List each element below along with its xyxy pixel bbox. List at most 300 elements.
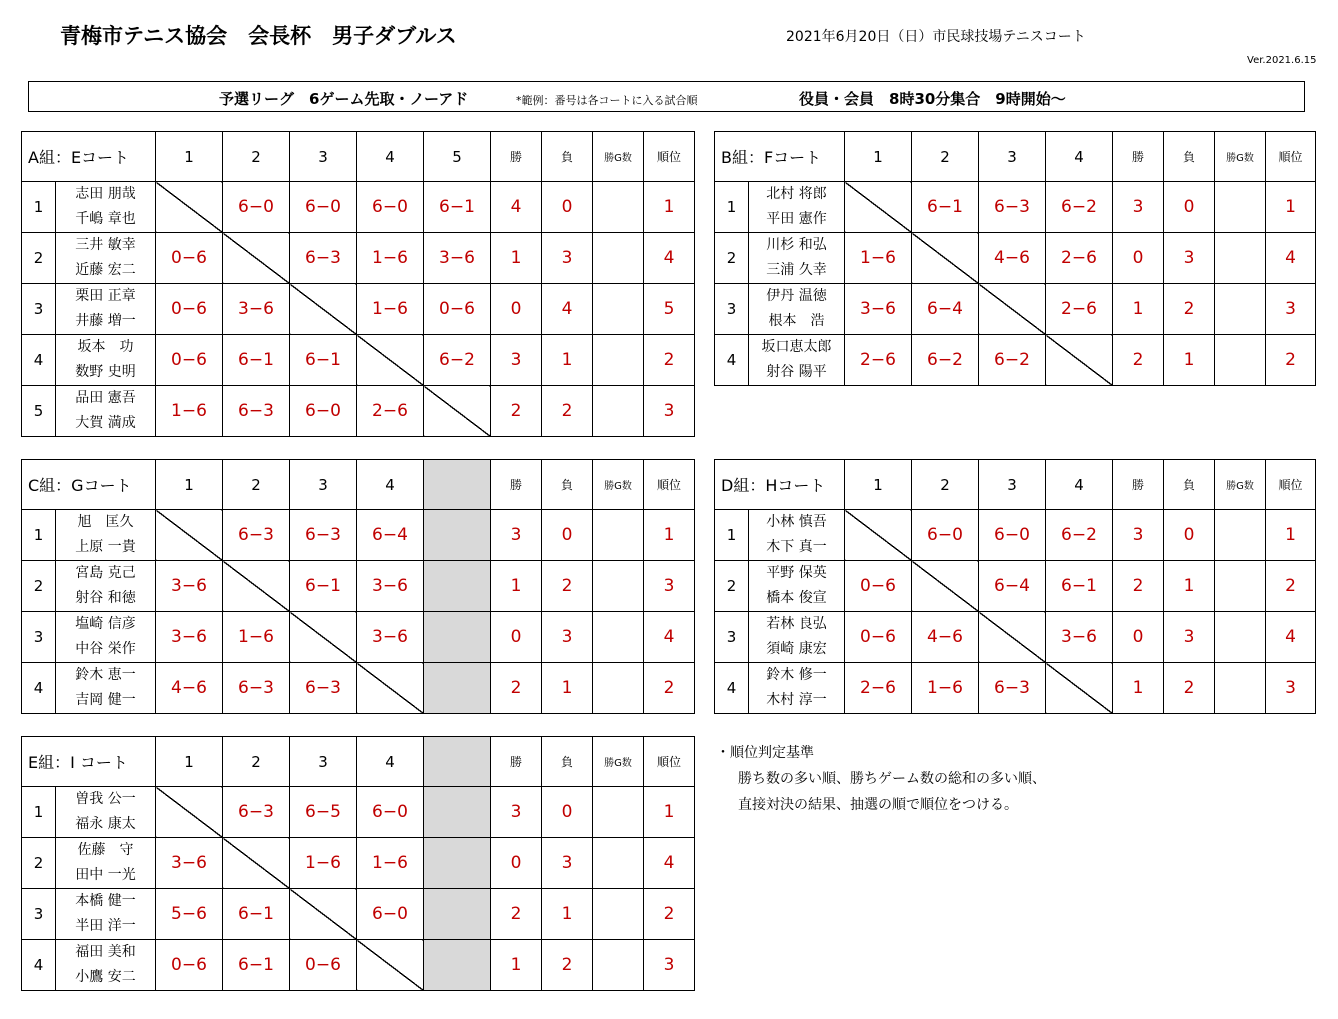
wins: 1 xyxy=(491,561,542,612)
wins: 4 xyxy=(491,182,542,233)
player-2: 田中 一光 xyxy=(75,867,136,883)
match-score: 6−4 xyxy=(912,284,979,335)
match-score: 6−2 xyxy=(1046,510,1113,561)
rank: 4 xyxy=(644,838,695,889)
games-won xyxy=(1215,561,1266,612)
unused-column xyxy=(424,561,491,612)
pair-names xyxy=(56,386,156,437)
wins: 3 xyxy=(491,335,542,386)
self-match-cell xyxy=(290,284,357,335)
wins: 3 xyxy=(1113,510,1164,561)
losses: 0 xyxy=(1164,510,1215,561)
pair-names xyxy=(749,284,845,335)
pair-names xyxy=(56,510,156,561)
games-won xyxy=(1215,663,1266,714)
pair-number: 4 xyxy=(715,335,749,386)
player-2: 根本 浩 xyxy=(768,313,825,329)
self-match-cell xyxy=(290,612,357,663)
match-score: 1−6 xyxy=(357,838,424,889)
self-match-cell xyxy=(1046,335,1113,386)
pair-number: 1 xyxy=(715,182,749,233)
meeting-time: 役員・会員 8時30分集合 9時開始～ xyxy=(799,90,1066,108)
opponent-number: 2 xyxy=(912,132,979,182)
rank: 4 xyxy=(1266,612,1316,663)
pair-number: 2 xyxy=(715,233,749,284)
losses: 3 xyxy=(542,233,593,284)
player-1: 坂口恵太郎 xyxy=(761,339,832,355)
match-score: 0−6 xyxy=(424,284,491,335)
match-score: 1−6 xyxy=(357,284,424,335)
pair-names xyxy=(749,510,845,561)
opponent-number: 1 xyxy=(156,460,223,510)
table-row xyxy=(22,182,695,233)
unused-column xyxy=(424,663,491,714)
opponent-number: 3 xyxy=(290,132,357,182)
unused-column xyxy=(424,889,491,940)
rank: 4 xyxy=(1266,233,1316,284)
player-2: 井藤 増一 xyxy=(75,313,136,329)
opponent-number: 1 xyxy=(845,460,912,510)
match-score: 6−1 xyxy=(223,335,290,386)
match-score: 5−6 xyxy=(156,889,223,940)
pair-number: 4 xyxy=(22,335,56,386)
match-score: 6−4 xyxy=(357,510,424,561)
player-2: 近藤 宏二 xyxy=(75,262,136,278)
match-score: 6−2 xyxy=(912,335,979,386)
rank: 5 xyxy=(644,284,695,335)
match-score: 6−3 xyxy=(290,510,357,561)
pair-names xyxy=(749,663,845,714)
games-won xyxy=(593,561,644,612)
match-score: 6−1 xyxy=(424,182,491,233)
table-row xyxy=(715,612,1316,663)
rank: 1 xyxy=(1266,182,1316,233)
rank-header: 順位 xyxy=(644,737,695,787)
rank: 3 xyxy=(644,561,695,612)
unused-column xyxy=(424,737,491,787)
rank: 3 xyxy=(1266,663,1316,714)
player-2: 須崎 康宏 xyxy=(766,641,827,657)
opponent-number: 5 xyxy=(424,132,491,182)
games-won xyxy=(593,838,644,889)
match-score: 4−6 xyxy=(912,612,979,663)
games-won xyxy=(593,787,644,838)
self-match-cell xyxy=(223,838,290,889)
pair-names xyxy=(56,940,156,991)
self-match-cell xyxy=(1046,663,1113,714)
table-row xyxy=(22,335,695,386)
player-2: 三浦 久幸 xyxy=(766,262,827,278)
group-e-table xyxy=(21,736,695,991)
match-score: 0−6 xyxy=(156,284,223,335)
self-match-cell xyxy=(845,182,912,233)
losses: 1 xyxy=(542,663,593,714)
wins: 3 xyxy=(1113,182,1164,233)
games-won xyxy=(1215,182,1266,233)
group-c-table xyxy=(21,459,695,714)
pair-number: 1 xyxy=(22,182,56,233)
criteria-line-2: 直接対決の結果、抽選の順で順位をつける。 xyxy=(738,797,1018,813)
page-title: 青梅市テニス協会 会長杯 男子ダブルス xyxy=(60,24,457,48)
loss-header: 負 xyxy=(542,460,593,510)
losses: 3 xyxy=(542,612,593,663)
unused-column xyxy=(424,787,491,838)
match-score: 6−3 xyxy=(223,386,290,437)
rank-header: 順位 xyxy=(644,460,695,510)
legend-note: *範例：番号は各コートに入る試合順 xyxy=(516,94,698,107)
match-score: 6−2 xyxy=(1046,182,1113,233)
table-row xyxy=(22,612,695,663)
unused-column xyxy=(424,612,491,663)
player-1: 栗田 正章 xyxy=(75,288,136,304)
table-row xyxy=(22,510,695,561)
wins: 0 xyxy=(491,838,542,889)
pair-number: 3 xyxy=(715,284,749,335)
pair-number: 3 xyxy=(22,889,56,940)
player-1: 鈴木 修一 xyxy=(766,667,827,683)
rank: 3 xyxy=(644,386,695,437)
self-match-cell xyxy=(223,233,290,284)
rank: 1 xyxy=(644,787,695,838)
rank: 2 xyxy=(1266,335,1316,386)
player-1: 佐藤 守 xyxy=(77,842,134,858)
match-score: 1−6 xyxy=(845,233,912,284)
games-won xyxy=(1215,335,1266,386)
games-won xyxy=(593,284,644,335)
match-score: 1−6 xyxy=(912,663,979,714)
match-score: 6−4 xyxy=(979,561,1046,612)
win-header: 勝 xyxy=(1113,460,1164,510)
pair-names xyxy=(749,335,845,386)
loss-header: 負 xyxy=(542,132,593,182)
losses: 3 xyxy=(1164,233,1215,284)
table-row xyxy=(22,233,695,284)
losses: 1 xyxy=(542,335,593,386)
pair-number: 3 xyxy=(22,612,56,663)
pair-names xyxy=(56,889,156,940)
pair-names xyxy=(56,182,156,233)
player-2: 福永 康太 xyxy=(75,816,136,832)
player-2: 射谷 和徳 xyxy=(75,590,136,606)
match-score: 6−1 xyxy=(912,182,979,233)
opponent-number: 4 xyxy=(357,132,424,182)
losses: 2 xyxy=(542,386,593,437)
pair-number: 5 xyxy=(22,386,56,437)
match-score: 4−6 xyxy=(156,663,223,714)
losses: 0 xyxy=(542,182,593,233)
pair-names xyxy=(56,787,156,838)
rank: 3 xyxy=(644,940,695,991)
self-match-cell xyxy=(912,233,979,284)
match-score: 6−0 xyxy=(357,889,424,940)
opponent-number: 2 xyxy=(912,460,979,510)
match-score: 6−3 xyxy=(223,663,290,714)
match-score: 2−6 xyxy=(1046,284,1113,335)
match-score: 6−1 xyxy=(223,889,290,940)
player-2: 上原 一貴 xyxy=(75,539,136,555)
wins: 0 xyxy=(1113,612,1164,663)
match-score: 6−3 xyxy=(223,510,290,561)
self-match-cell xyxy=(912,561,979,612)
match-score: 6−2 xyxy=(424,335,491,386)
wins: 0 xyxy=(1113,233,1164,284)
games-won xyxy=(593,940,644,991)
losses: 1 xyxy=(1164,335,1215,386)
table-row xyxy=(22,663,695,714)
table-row xyxy=(22,787,695,838)
table-row xyxy=(715,182,1316,233)
opponent-number: 2 xyxy=(223,460,290,510)
opponent-number: 4 xyxy=(1046,460,1113,510)
loss-header: 負 xyxy=(1164,460,1215,510)
match-score: 6−3 xyxy=(979,182,1046,233)
opponent-number: 1 xyxy=(156,737,223,787)
info-bar xyxy=(28,81,1305,112)
losses: 0 xyxy=(542,510,593,561)
wins: 0 xyxy=(491,612,542,663)
wins: 1 xyxy=(491,940,542,991)
table-row xyxy=(22,838,695,889)
group-name: E組：I コート xyxy=(22,737,156,787)
player-1: 川杉 和弘 xyxy=(766,237,827,253)
player-1: 三井 敏幸 xyxy=(75,237,136,253)
opponent-number: 2 xyxy=(223,737,290,787)
table-row xyxy=(715,663,1316,714)
wins: 1 xyxy=(1113,284,1164,335)
version-label: Ver.2021.6.15 xyxy=(1247,55,1317,66)
table-row xyxy=(22,561,695,612)
pair-number: 4 xyxy=(22,663,56,714)
games-won-header: 勝G数 xyxy=(593,132,644,182)
pair-number: 2 xyxy=(22,561,56,612)
self-match-cell xyxy=(357,940,424,991)
player-1: 平野 保英 xyxy=(766,565,827,581)
player-1: 志田 朋哉 xyxy=(75,186,136,202)
match-score: 6−0 xyxy=(223,182,290,233)
self-match-cell xyxy=(223,561,290,612)
losses: 3 xyxy=(542,838,593,889)
games-won-header: 勝G数 xyxy=(1215,132,1266,182)
losses: 0 xyxy=(1164,182,1215,233)
match-score: 6−3 xyxy=(290,233,357,284)
games-won xyxy=(1215,233,1266,284)
player-2: 千嶋 章也 xyxy=(75,211,136,227)
player-2: 木村 淳一 xyxy=(766,692,827,708)
rank: 2 xyxy=(644,663,695,714)
player-2: 吉岡 健一 xyxy=(75,692,136,708)
group-name: D組：Hコート xyxy=(715,460,845,510)
win-header: 勝 xyxy=(491,737,542,787)
match-score: 1−6 xyxy=(290,838,357,889)
match-score: 6−3 xyxy=(979,663,1046,714)
table-row xyxy=(22,889,695,940)
self-match-cell xyxy=(357,335,424,386)
pair-names xyxy=(56,838,156,889)
match-score: 6−0 xyxy=(290,386,357,437)
player-1: 坂本 功 xyxy=(77,339,134,355)
unused-column xyxy=(424,510,491,561)
wins: 3 xyxy=(491,510,542,561)
rank: 1 xyxy=(644,510,695,561)
player-1: 塩崎 信彦 xyxy=(75,616,136,632)
games-won-header: 勝G数 xyxy=(593,737,644,787)
match-score: 2−6 xyxy=(1046,233,1113,284)
wins: 2 xyxy=(491,386,542,437)
wins: 0 xyxy=(491,284,542,335)
losses: 2 xyxy=(542,561,593,612)
group-name: A組：Eコート xyxy=(22,132,156,182)
match-score: 0−6 xyxy=(845,561,912,612)
pair-names xyxy=(56,233,156,284)
rank: 3 xyxy=(1266,284,1316,335)
table-row xyxy=(715,561,1316,612)
pair-number: 2 xyxy=(22,838,56,889)
unused-column xyxy=(424,940,491,991)
self-match-cell xyxy=(979,284,1046,335)
games-won-header: 勝G数 xyxy=(1215,460,1266,510)
losses: 2 xyxy=(1164,663,1215,714)
match-score: 6−3 xyxy=(290,663,357,714)
win-header: 勝 xyxy=(491,460,542,510)
player-2: 平田 憲作 xyxy=(766,211,827,227)
match-score: 2−6 xyxy=(845,335,912,386)
opponent-number: 4 xyxy=(357,460,424,510)
match-score: 0−6 xyxy=(156,335,223,386)
match-score: 4−6 xyxy=(979,233,1046,284)
pair-number: 2 xyxy=(22,233,56,284)
player-1: 曽我 公一 xyxy=(75,791,136,807)
unused-column xyxy=(424,460,491,510)
player-2: 数野 史明 xyxy=(75,364,136,380)
venue-date: 2021年6月20日（日）市民球技場テニスコート xyxy=(786,29,1086,45)
opponent-number: 3 xyxy=(979,460,1046,510)
opponent-number: 3 xyxy=(979,132,1046,182)
games-won-header: 勝G数 xyxy=(593,460,644,510)
games-won xyxy=(593,386,644,437)
wins: 1 xyxy=(491,233,542,284)
games-won xyxy=(593,612,644,663)
rank-header: 順位 xyxy=(1266,460,1316,510)
losses: 1 xyxy=(1164,561,1215,612)
match-score: 6−1 xyxy=(290,561,357,612)
self-match-cell xyxy=(156,787,223,838)
match-score: 3−6 xyxy=(424,233,491,284)
pair-names xyxy=(749,233,845,284)
pair-number: 4 xyxy=(22,940,56,991)
match-score: 6−1 xyxy=(1046,561,1113,612)
win-header: 勝 xyxy=(1113,132,1164,182)
match-score: 2−6 xyxy=(357,386,424,437)
rank: 2 xyxy=(644,335,695,386)
wins: 3 xyxy=(491,787,542,838)
table-row xyxy=(715,510,1316,561)
unused-column xyxy=(424,838,491,889)
losses: 2 xyxy=(1164,284,1215,335)
wins: 2 xyxy=(1113,561,1164,612)
pair-names xyxy=(749,182,845,233)
opponent-number: 4 xyxy=(357,737,424,787)
table-row xyxy=(22,940,695,991)
match-score: 6−3 xyxy=(223,787,290,838)
rank: 4 xyxy=(644,612,695,663)
self-match-cell xyxy=(845,510,912,561)
self-match-cell xyxy=(979,612,1046,663)
rank: 4 xyxy=(644,233,695,284)
group-d-table xyxy=(714,459,1316,714)
pair-names xyxy=(56,284,156,335)
player-1: 小林 慎吾 xyxy=(766,514,827,530)
games-won xyxy=(1215,284,1266,335)
group-b-table xyxy=(714,131,1316,386)
league-format: 予選リーグ 6ゲーム先取・ノーアド xyxy=(219,90,469,108)
group-name: B組：Fコート xyxy=(715,132,845,182)
games-won xyxy=(593,889,644,940)
pair-number: 3 xyxy=(22,284,56,335)
match-score: 3−6 xyxy=(357,561,424,612)
match-score: 3−6 xyxy=(156,561,223,612)
player-2: 半田 洋一 xyxy=(75,918,136,934)
opponent-number: 1 xyxy=(845,132,912,182)
table-row xyxy=(715,335,1316,386)
match-score: 1−6 xyxy=(357,233,424,284)
self-match-cell xyxy=(156,182,223,233)
match-score: 3−6 xyxy=(1046,612,1113,663)
wins: 1 xyxy=(1113,663,1164,714)
pair-number: 3 xyxy=(715,612,749,663)
rank: 2 xyxy=(1266,561,1316,612)
rank-header: 順位 xyxy=(644,132,695,182)
games-won xyxy=(593,233,644,284)
losses: 4 xyxy=(542,284,593,335)
player-1: 品田 憲吾 xyxy=(75,390,136,406)
match-score: 6−0 xyxy=(357,787,424,838)
games-won xyxy=(593,182,644,233)
opponent-number: 1 xyxy=(156,132,223,182)
pair-names xyxy=(56,612,156,663)
self-match-cell xyxy=(357,663,424,714)
match-score: 1−6 xyxy=(156,386,223,437)
player-2: 射谷 陽平 xyxy=(766,364,827,380)
match-score: 0−6 xyxy=(156,940,223,991)
games-won xyxy=(593,663,644,714)
losses: 1 xyxy=(542,889,593,940)
match-score: 6−5 xyxy=(290,787,357,838)
match-score: 6−1 xyxy=(290,335,357,386)
match-score: 2−6 xyxy=(845,663,912,714)
player-1: 鈴木 恵一 xyxy=(75,667,136,683)
opponent-number: 2 xyxy=(223,132,290,182)
match-score: 3−6 xyxy=(156,612,223,663)
games-won xyxy=(1215,612,1266,663)
games-won xyxy=(593,335,644,386)
criteria-heading: ・順位判定基準 xyxy=(716,745,814,761)
table-row xyxy=(22,284,695,335)
match-score: 6−1 xyxy=(223,940,290,991)
match-score: 1−6 xyxy=(223,612,290,663)
opponent-number: 3 xyxy=(290,737,357,787)
player-1: 福田 美和 xyxy=(75,944,136,960)
player-1: 伊丹 温徳 xyxy=(766,288,827,304)
player-2: 大賀 満成 xyxy=(75,415,136,431)
player-1: 若林 良弘 xyxy=(766,616,827,632)
match-score: 3−6 xyxy=(156,838,223,889)
loss-header: 負 xyxy=(1164,132,1215,182)
rank: 2 xyxy=(644,889,695,940)
player-2: 橋本 俊宣 xyxy=(766,590,827,606)
player-2: 中谷 栄作 xyxy=(75,641,136,657)
losses: 3 xyxy=(1164,612,1215,663)
table-row xyxy=(22,386,695,437)
